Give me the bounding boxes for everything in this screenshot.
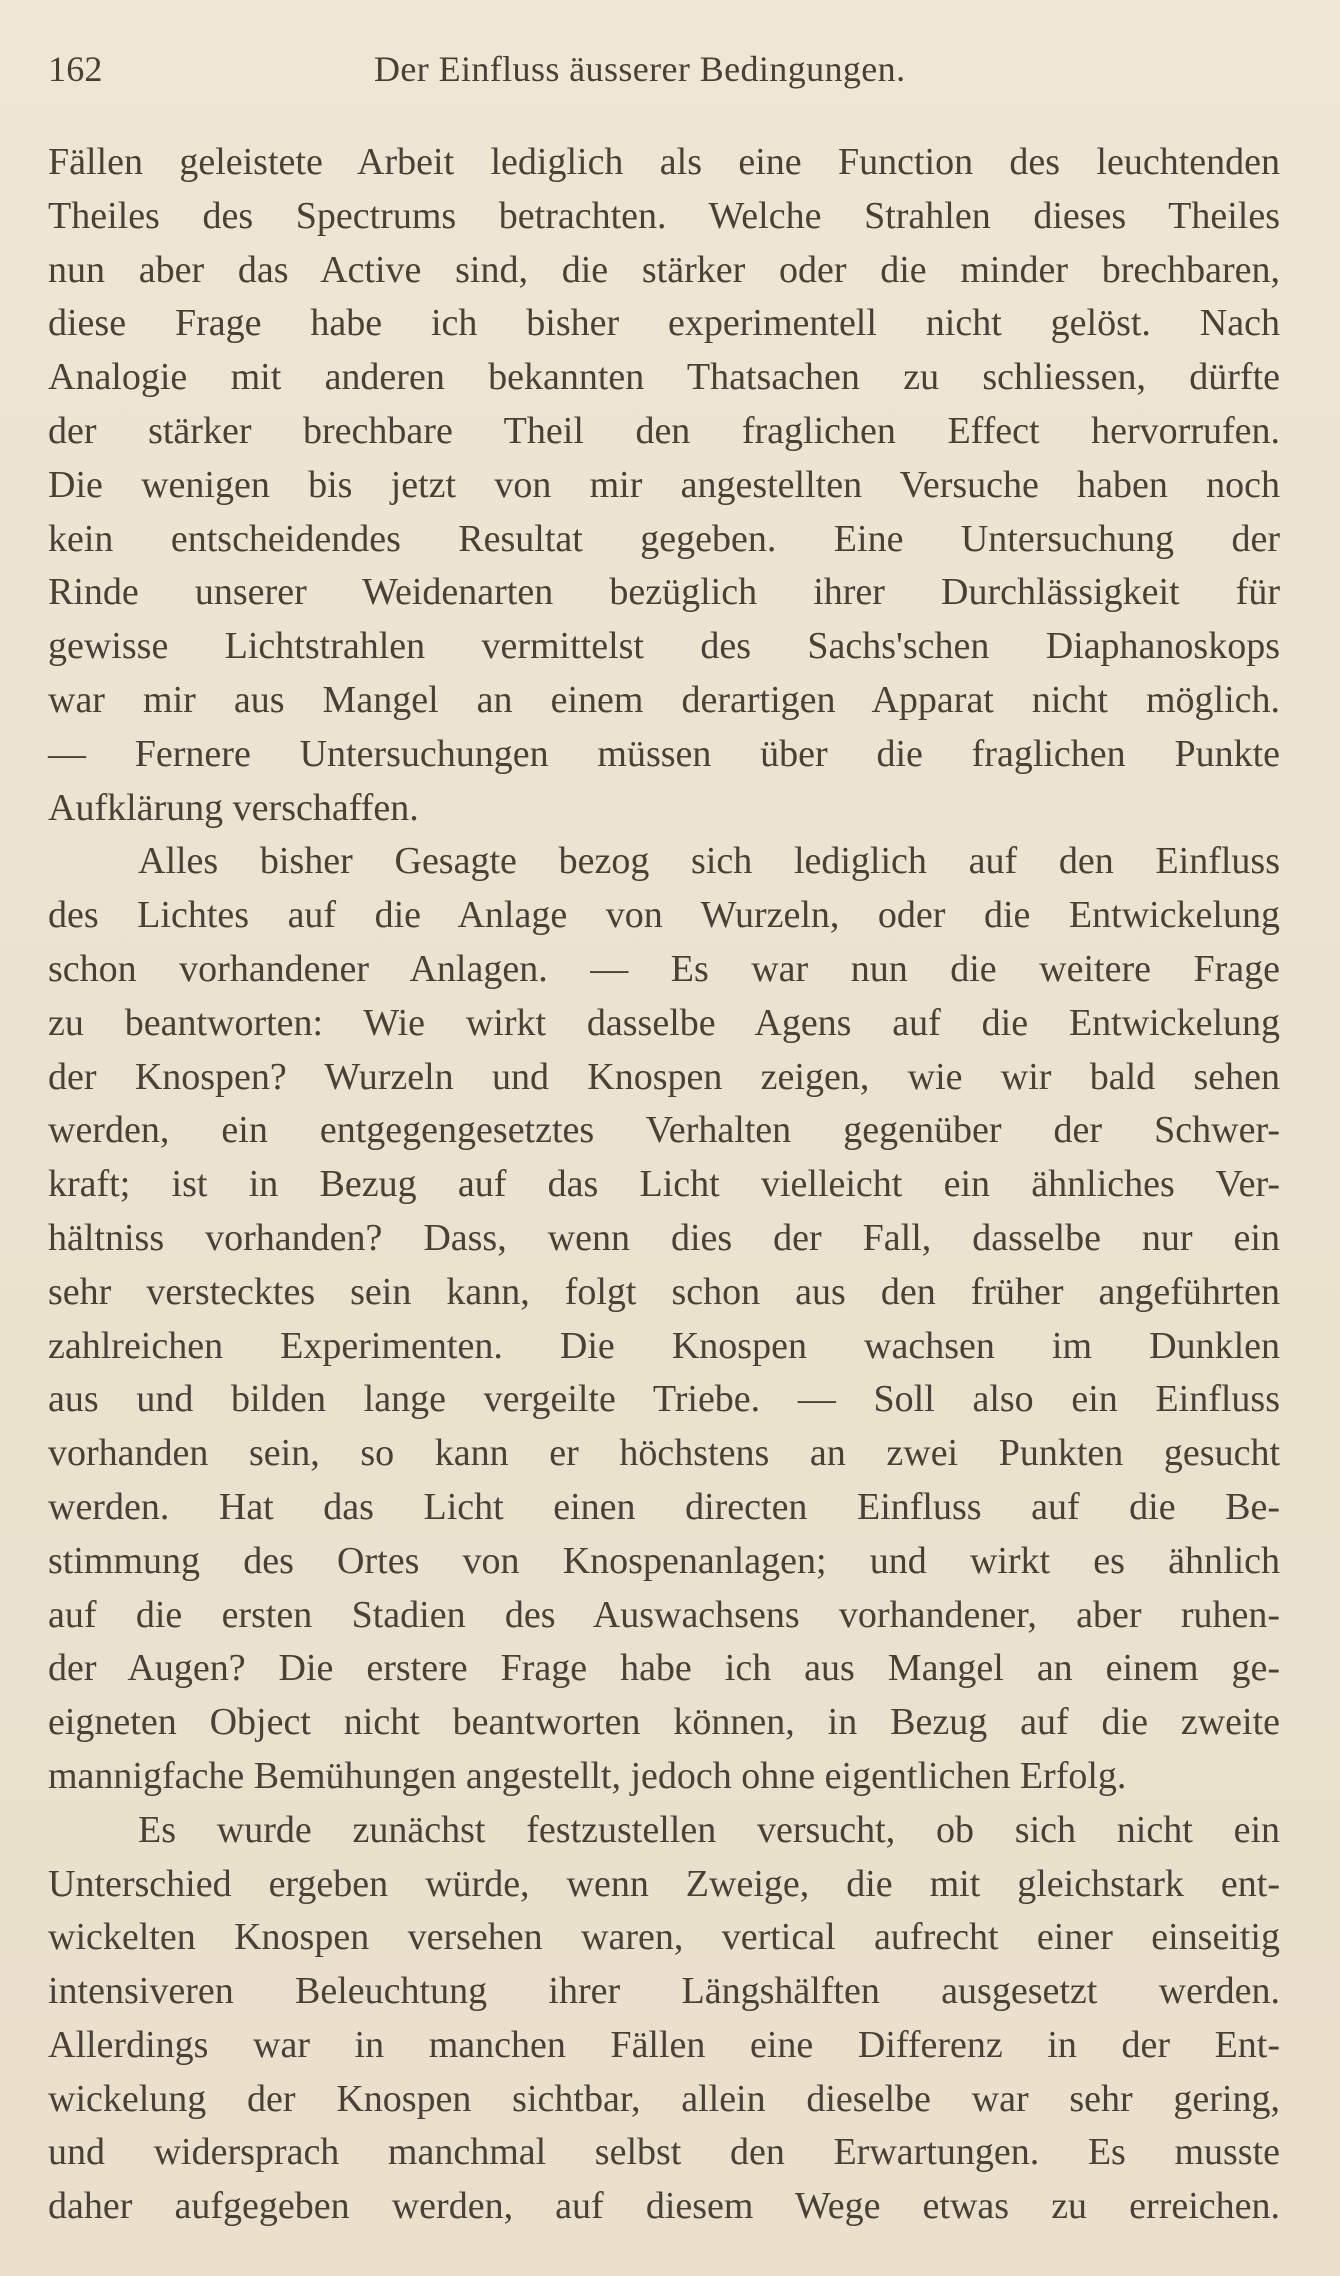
text-line: auf die ersten Stadien des Auswachsens vorhandener, aber ruhen- — [48, 1593, 1280, 1636]
text-line: schon vorhandener Anlagen. — Es war nun die weitere Frage — [48, 947, 1280, 990]
running-title: Der Einfluss äusserer Bedingungen. — [374, 49, 906, 89]
text-line: stimmung des Ortes von Knospenanlagen; und wirkt es ähnlich — [48, 1539, 1280, 1582]
text-line: Unterschied ergeben würde, wenn Zweige, die mit gleichstark ent- — [48, 1862, 1280, 1905]
body-text — [48, 136, 1280, 2234]
text-line: der Augen? Die erstere Frage habe ich aus Mangel an einem ge- — [48, 1647, 1280, 1690]
text-line: Fällen geleistete Arbeit lediglich als eine Function des leuchtenden — [48, 141, 1280, 183]
text-line: sehr verstecktes sein kann, folgt schon aus den früher angeführten — [48, 1270, 1280, 1313]
text-line: Rinde unserer Weidenarten bezüglich ihrer Durchlässigkeit für — [48, 571, 1280, 614]
text-line: Allerdings war in manchen Fällen eine Differenz in der Ent- — [48, 2023, 1280, 2066]
text-line: des Lichtes auf die Anlage von Wurzeln, oder die Entwickelung — [48, 894, 1280, 937]
text-line: — Fernere Untersuchungen müssen über die fraglichen Punkte — [48, 732, 1280, 775]
text-line: wickelten Knospen versehen waren, vertical aufrecht einer einseitig — [48, 1916, 1280, 1959]
paragraph-3 — [48, 1804, 1280, 2234]
text-line: zu beantworten: Wie wirkt dasselbe Agens auf die Entwickelung — [48, 1001, 1280, 1044]
paragraph-2 — [48, 835, 1280, 1803]
page-number: 162 — [48, 49, 103, 89]
text-line: der stärker brechbare Theil den fraglichen Effect hervorrufen. — [48, 409, 1280, 452]
text-line: und widersprach manchmal selbst den Erwartungen. Es musste — [48, 2131, 1280, 2174]
text-line: Es wurde zunächst festzustellen versucht, ob sich nicht ein — [138, 1808, 1280, 1851]
text-line: gewisse Lichtstrahlen vermittelst des Sachs'schen Diaphanoskops — [48, 625, 1280, 668]
text-line: Theiles des Spectrums betrachten. Welche Strahlen dieses Theiles — [48, 194, 1280, 237]
text-line: intensiveren Beleuchtung ihrer Längshälften ausgesetzt werden. — [48, 1970, 1280, 2013]
text-line: nun aber das Active sind, die stärker oder die minder brechbaren, — [48, 248, 1280, 291]
text-line: eigneten Object nicht beantworten können, in Bezug auf die zweite — [48, 1701, 1280, 1744]
text-line: hältniss vorhanden? Dass, wenn dies der Fall, dasselbe nur ein — [48, 1216, 1280, 1259]
text-line: kraft; ist in Bezug auf das Licht vielleicht ein ähnliches Ver- — [48, 1163, 1280, 1206]
text-line: der Knospen? Wurzeln und Knospen zeigen, wie wir bald sehen — [48, 1055, 1280, 1098]
text-line: zahlreichen Experimenten. Die Knospen wachsen im Dunklen — [48, 1324, 1280, 1367]
text-line: Analogie mit anderen bekannten Thatsachen zu schliessen, dürfte — [48, 356, 1280, 399]
text-line: diese Frage habe ich bisher experimentell nicht gelöst. Nach — [48, 302, 1280, 345]
text-line: Alles bisher Gesagte bezog sich lediglich auf den Einfluss — [138, 840, 1280, 883]
text-line: werden, ein entgegengesetztes Verhalten gegenüber der Schwer- — [48, 1109, 1280, 1152]
text-line: daher aufgegeben werden, auf diesem Wege etwas zu erreichen. — [48, 2185, 1280, 2228]
text-line: vorhanden sein, so kann er höchstens an zwei Punkten gesucht — [48, 1432, 1280, 1475]
page-header — [48, 48, 1280, 104]
text-line: Die wenigen bis jetzt von mir angestellten Versuche haben noch — [48, 463, 1280, 506]
text-line: wickelung der Knospen sichtbar, allein dieselbe war sehr gering, — [48, 2077, 1280, 2120]
text-line: Aufklärung verschaffen. — [48, 786, 419, 829]
text-line: kein entscheidendes Resultat gegeben. Eine Untersuchung der — [48, 517, 1280, 560]
text-line: war mir aus Mangel an einem derartigen Apparat nicht möglich. — [48, 678, 1280, 721]
text-line: werden. Hat das Licht einen directen Einfluss auf die Be- — [48, 1485, 1280, 1528]
text-line: aus und bilden lange vergeilte Triebe. — Soll also ein Einfluss — [48, 1378, 1280, 1421]
paragraph-1 — [48, 136, 1280, 835]
text-line: mannigfache Bemühungen angestellt, jedoch ohne eigentlichen Erfolg. — [48, 1754, 1127, 1797]
